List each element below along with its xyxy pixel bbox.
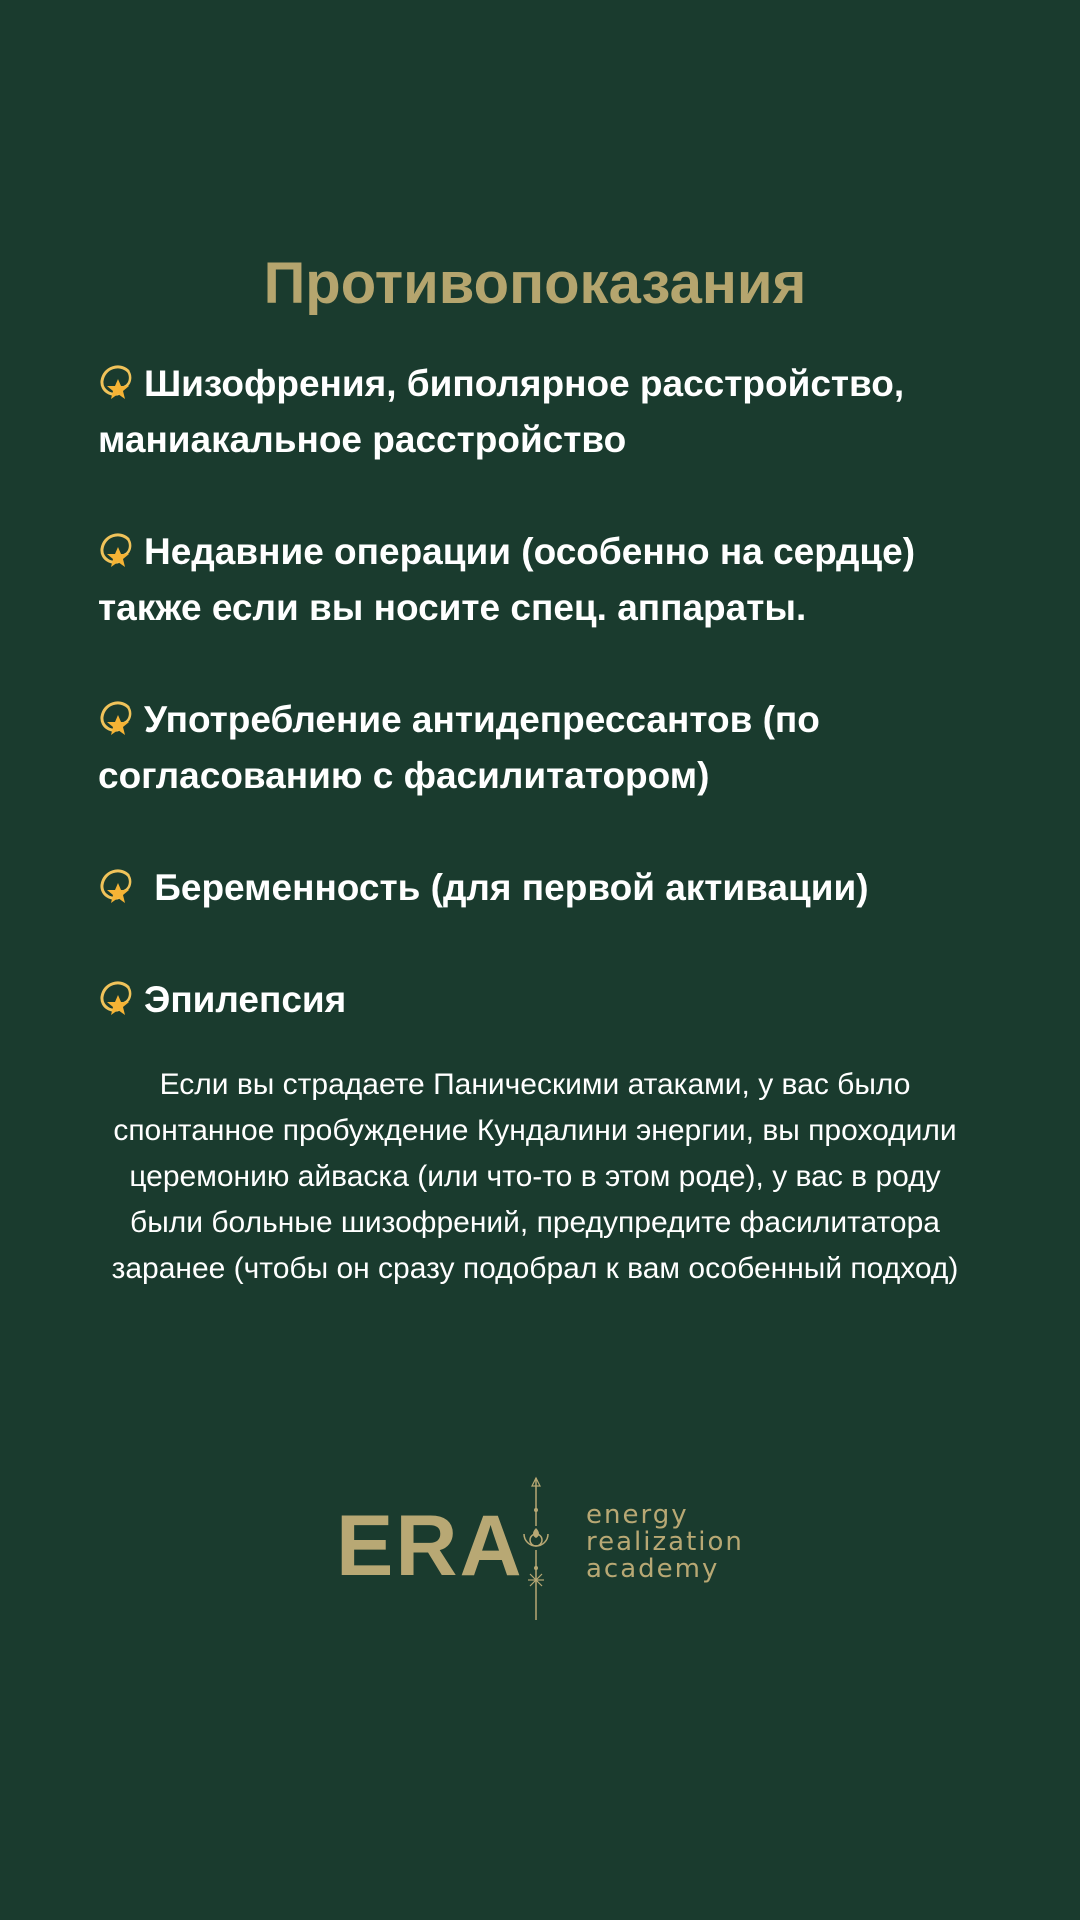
dizzy-star-icon <box>98 867 136 905</box>
list-item: Шизофрения, биполярное расстройство, маниакальное расстройство <box>98 363 905 460</box>
logo-line-energy: energy <box>586 1500 689 1530</box>
dizzy-star-icon <box>98 531 136 569</box>
page-title: Противопоказания <box>263 251 807 316</box>
dizzy-star-icon <box>98 699 136 737</box>
era-logo <box>336 1476 756 1622</box>
warning-note: Если вы страдаете Паническими атаками, у вас было спонтанное пробуждение Кундалини энергии, вы проходили церемонию айваска (или что-то в этом роде), у вас в роду были больные шизофрений, предупредите фасилитатора заранее (чтобы он сразу подобрал к вам особенный подход) <box>111 1068 959 1285</box>
logo-line-academy: academy <box>586 1554 720 1584</box>
list-item: Беременность (для первой активации) <box>98 860 998 916</box>
logo-line-realization: realization <box>586 1527 744 1557</box>
list-item: Эпилепсия <box>98 972 998 1028</box>
logo-symbol-icon <box>516 1476 556 1622</box>
list-item: Недавние операции (особенно на сердце) также если вы носите спец. аппараты. <box>98 531 916 628</box>
list-item: Употребление антидепрессантов (по согласованию с фасилитатором) <box>98 699 820 796</box>
logo-mark: ERA <box>336 1498 524 1594</box>
dizzy-star-icon <box>98 363 136 401</box>
logo-wordmark <box>586 1502 744 1583</box>
dizzy-star-icon <box>98 979 136 1017</box>
